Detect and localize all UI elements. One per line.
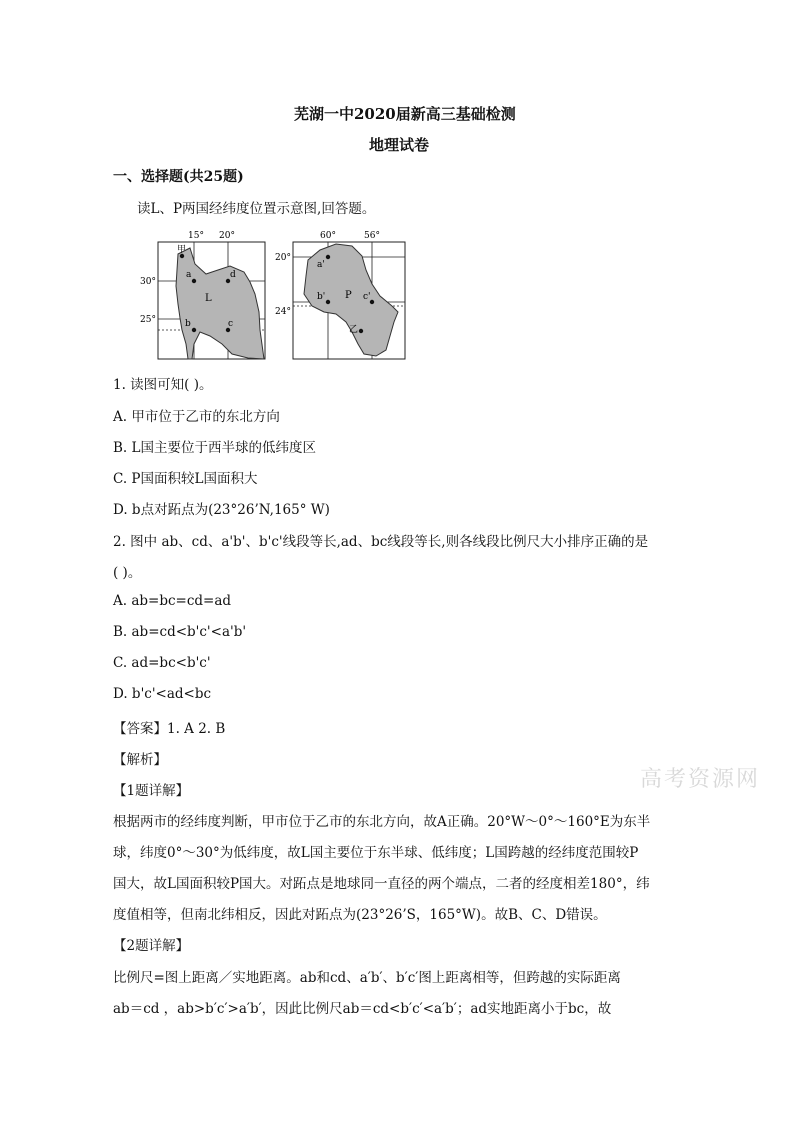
q1-option-c: C. P国面积较L国面积大 — [113, 471, 258, 487]
q1-option-b: B. L国主要位于西半球的低纬度区 — [113, 440, 316, 456]
q1-option-a: A. 甲市位于乙市的东北方向 — [113, 409, 280, 425]
q2-stem: 2. 图中 ab、cd、a'b'、b'c'线段等长,ad、bc线段等长,则各线段比例尺大小排序正确的是 — [113, 534, 649, 550]
point-a — [192, 279, 196, 283]
lat-label: 30° — [140, 277, 156, 287]
document-title: 芜湖一中2020届新高三基础检测 — [294, 105, 516, 123]
point-b — [192, 328, 196, 332]
q2-option-d: D. b'c'<ad<bc — [113, 686, 212, 702]
q2-detail-heading: 【2题详解】 — [113, 938, 190, 954]
analysis-heading: 【解析】 — [113, 752, 167, 768]
q1-detail-line: 球，纬度0°～30°为低纬度，故L国主要位于东半球、低纬度；L国跨越的经纬度范围较P — [113, 845, 639, 861]
intro-text: 读L、P两国经纬度位置示意图,回答题。 — [137, 201, 376, 217]
point-label: a — [186, 270, 192, 280]
point-label: b — [185, 319, 191, 329]
q1-option-d: D. b点对跖点为(23°26’N,165° W) — [113, 502, 330, 518]
lon-label: 20° — [219, 231, 235, 241]
answer-line: 【答案】1. A 2. B — [113, 721, 226, 737]
lat-label: 20° — [275, 253, 291, 263]
country-label: P — [345, 290, 352, 301]
point-label: d — [230, 270, 236, 280]
section-heading: 一、选择题(共25题) — [113, 169, 244, 185]
point-label: b' — [317, 292, 326, 302]
watermark: 高考资源网 — [640, 767, 761, 792]
q1-detail-line: 度值相等，但南北纬相反，因此对跖点为(23°26’S，165°W)。故B、C、D错误。 — [113, 907, 607, 923]
country-label: L — [205, 293, 212, 304]
q2-stem-cont: ( )。 — [113, 565, 142, 581]
q1-detail-line: 国大，故L国面积较P国大。对跖点是地球同一直径的两个端点，二者的经度相差180°，纬 — [113, 876, 650, 892]
point-b-prime — [326, 300, 330, 304]
lon-label: 15° — [188, 231, 204, 241]
lat-label: 24° — [275, 307, 291, 317]
lon-label: 56° — [364, 231, 380, 241]
country-l-shape — [176, 248, 264, 359]
point-label: 乙 — [349, 325, 359, 335]
q2-option-c: C. ad=bc<b'c' — [113, 655, 211, 671]
map-p — [275, 231, 405, 359]
q2-option-b: B. ab=cd<b'c'<a'b' — [113, 624, 247, 640]
point-yi — [359, 329, 363, 333]
map-l — [140, 231, 265, 359]
point-label: c — [228, 319, 234, 329]
point-label: 甲 — [177, 245, 187, 255]
q1-detail-line: 根据两市的经纬度判断，甲市位于乙市的东北方向，故A正确。20°W～0°～160°E为东半 — [113, 814, 651, 830]
q2-detail-line: ab＝cd ，ab>b′c′>a′b′，因此比例尺ab＝cd<b′c′<a′b′；ad实地距离小于bc，故 — [113, 1001, 612, 1017]
point-a-prime — [326, 255, 330, 259]
point-label: a' — [317, 260, 325, 270]
document-subtitle: 地理试卷 — [369, 136, 430, 154]
map-figure — [140, 226, 410, 362]
q1-detail-heading: 【1题详解】 — [113, 783, 190, 799]
q1-stem: 1. 读图可知( )。 — [113, 377, 213, 393]
point-label: c' — [363, 292, 371, 302]
q2-option-a: A. ab=bc=cd=ad — [113, 593, 232, 609]
lat-label: 25° — [140, 315, 156, 325]
q2-detail-line: 比例尺=图上距离／实地距离。ab和cd、a′b′、b′c′图上距离相等，但跨越的实际距离 — [113, 970, 621, 986]
lon-label: 60° — [320, 231, 336, 241]
